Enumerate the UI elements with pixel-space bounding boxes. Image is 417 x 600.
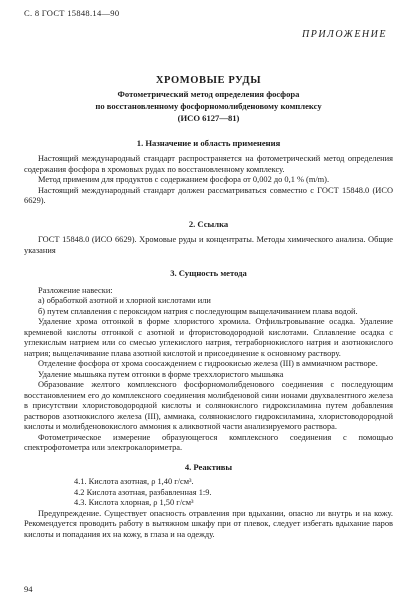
section-3-heading: 3. Сущность метода [170, 268, 247, 278]
section-3-list-item: а) обработкой азотной и хлорной кислотами или [38, 296, 211, 305]
subtitle-line-1: Фотометрический метод определения фосфора [117, 88, 300, 99]
running-head: С. 8 ГОСТ 15848.14—90 [24, 8, 120, 18]
section-3-paragraph: Отделение фосфора от хрома соосаждением с гидроокисью железа (III) в аммиачном растворе. [38, 359, 378, 368]
section-1-paragraph: Настоящий международный стандарт распространяется на фотометрический метод определения содержания фосфора в хромовых рудах по восстановленному комплексу. [24, 154, 393, 174]
section-3-list-item: б) путем сплавления с пероксидом натрия с последующим выщелачиванием плава водой. [38, 306, 358, 316]
reagent-item: 4.1. Кислота азотная, ρ 1,40 г/см³. [74, 477, 194, 486]
section-1-heading: 1. Назначение и область применения [136, 137, 281, 148]
section-4-heading: 4. Реактивы [184, 461, 233, 472]
subtitle-line-3: (ИСО 6127—81) [177, 112, 240, 123]
section-2-heading: 2. Ссылка [188, 218, 229, 229]
reagent-item: 4.3. Кислота хлорная, ρ 1,50 г/см³ [74, 498, 194, 507]
appendix-label: ПРИЛОЖЕНИЕ [302, 29, 387, 40]
section-3-paragraph: Удаление мышьяка путем отгонки в форме треххлористого мышьяка [38, 369, 284, 379]
section-3-paragraph: Фотометрическое измерение образующегося комплексного соединения с помощью спектрофотометра или электрокалориметра. [24, 432, 393, 452]
section-2-paragraph: ГОСТ 15848.0 (ИСО 6629). Хромовые руды и концентраты. Методы химического анализа. Общие указания [24, 235, 393, 255]
section-3-paragraph: Удаление хрома отгонкой в форме хлористого хромила. Отфильтровывание осадка. Удаление кремневой кислоты отгонкой с азотной и фтористоводородной кислотами. Сплавление осадка с углекислым натрием или со смесью углекислого натрия, тетраборнокислого натрия и азотнокислого натрия; выщелачивание плава азотной кислотой и присоединение к основному раствору. [24, 317, 393, 358]
document-title: ХРОМОВЫЕ РУДЫ [155, 75, 262, 86]
section-3-paragraph: Образование желтого комплексного фосфорномолибденового соединения с последующим восстановлением его до комплексного соединения молибденовой сини ионами двухвалентного железа в присутствии хлористоводородной кислоты и солянокислого гидроксиламина путем добавления растворов азотнокислого железа (III), аммиака, солянокислого гидроксиламина, хлористоводородной кислоты и молибденовокислого аммония к аликвотной части анализируемого раствора. [24, 380, 393, 431]
subtitle-line-2: по восстановленному фосфорномолибденовому комплексу [95, 100, 322, 111]
page-number: 94 [24, 584, 33, 594]
warning-paragraph: Предупреждение. Существует опасность отравления при вдыхании, опасно ли внутрь и на кожу. Рекомендуется проводить работу в вытяжном шкафу при от плевок, следует избегать вдыхание паров кислоты и попадания их на кожу, в глаза и на одежду. [24, 508, 393, 539]
section-1-paragraph: Настоящий международный стандарт должен рассматриваться совместно с ГОСТ 15848.0 (ИСО 6629). [24, 185, 393, 205]
reagent-item: 4.2 Кислота азотная, разбавленная 1:9. [74, 487, 212, 497]
section-3-paragraph: Разложение навески: [38, 285, 113, 295]
section-1-paragraph: Метод применим для продуктов с содержанием фосфора от 0,002 до 0,1 % (m/m). [38, 175, 330, 184]
